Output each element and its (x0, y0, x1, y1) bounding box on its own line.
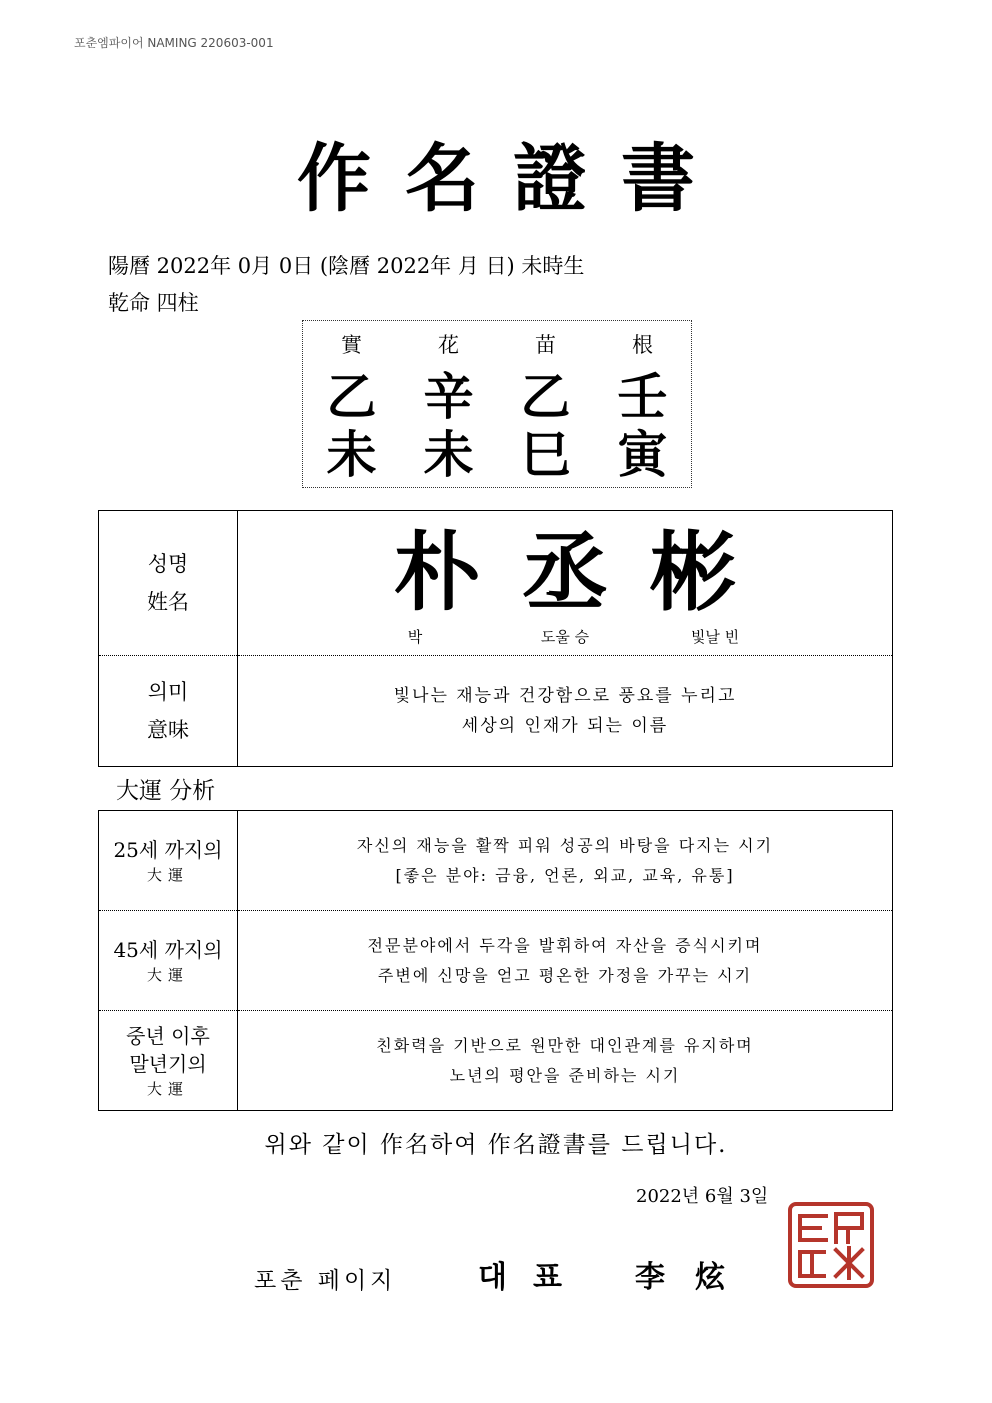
pillar-label: 苗 (535, 333, 556, 357)
fortune-line: 주변에 신망을 얻고 평온한 가정을 가꾸는 시기 (377, 965, 753, 985)
name-reading: 박 (407, 628, 423, 646)
name-reading: 빛날 빈 (690, 628, 740, 646)
fortune-label-cell (99, 811, 238, 911)
name-meaning-table (98, 510, 893, 767)
fortune-row (99, 811, 893, 911)
fortune-row (99, 911, 893, 1011)
fortune-label-sub: 大運 (146, 865, 189, 884)
pillar-branch: 未 (326, 425, 377, 484)
pillar-branch: 未 (423, 425, 474, 484)
meaning-label-hanja: 意味 (147, 718, 189, 742)
meaning-value-cell (238, 656, 893, 767)
pillar-branch: 寅 (617, 425, 668, 484)
name-hanja (238, 523, 892, 623)
fortune-label-main: 중년 이후 (126, 1023, 210, 1048)
fortune-line: 노년의 평안을 준비하는 시기 (449, 1065, 681, 1085)
name-label-cell (99, 511, 238, 656)
name-hanja-char: 彬 (650, 522, 736, 623)
pillar-label: 花 (438, 333, 459, 357)
name-hanja-char: 朴 (394, 522, 480, 623)
fortune-line: 전문분야에서 두각을 발휘하여 자산을 증식시키며 (367, 935, 763, 955)
meaning-row (99, 656, 893, 767)
name-reading: 도울 승 (540, 628, 590, 646)
fortune-label-sub: 大運 (146, 965, 189, 984)
name-label-korean: 성명 (147, 552, 189, 576)
seal-stamp-icon (786, 1200, 876, 1290)
fortune-text-cell (238, 911, 893, 1011)
fortune-label-main: 25세 까지의 (113, 837, 223, 862)
fortune-analysis-heading: 大運 分析 (116, 778, 216, 804)
page-title: 作名證書 (297, 136, 729, 222)
meaning-label-korean: 의미 (147, 680, 189, 704)
fortune-line: 자신의 재능을 활짝 피워 성공의 바탕을 다지는 시기 (356, 835, 774, 855)
fortune-label-cell (99, 1011, 238, 1111)
pillar-stem: 乙 (326, 367, 377, 426)
name-hanja-char: 丞 (522, 522, 608, 623)
fortune-label-sub: 大運 (146, 1079, 189, 1098)
pillar-stem: 壬 (617, 367, 668, 426)
fortune-line: [좋은 분야: 금융, 언론, 외교, 교육, 유통] (395, 865, 735, 885)
fortune-label-cell (99, 911, 238, 1011)
fortune-table (98, 810, 893, 1111)
meaning-line: 세상의 인재가 되는 이름 (461, 716, 669, 736)
fortune-line: 친화력을 기반으로 원만한 대인관계를 유지하며 (376, 1035, 754, 1055)
fortune-text-cell (238, 811, 893, 911)
pillar-stem: 辛 (423, 367, 474, 426)
issue-date: 2022년 6월 3일 (636, 1186, 769, 1207)
pillar-label: 實 (341, 333, 362, 357)
fortune-text-cell (238, 1011, 893, 1111)
representative-name: 李炫 (635, 1260, 755, 1295)
representative-title: 대표 (478, 1260, 588, 1295)
meaning-label-cell (99, 656, 238, 767)
four-pillars-heading: 乾命 四柱 (108, 291, 199, 315)
name-readings (238, 626, 892, 647)
fortune-label-main: 45세 까지의 (113, 937, 223, 962)
name-value-cell (238, 511, 893, 656)
pillar-branches-row (303, 427, 691, 483)
four-pillars-box (302, 320, 692, 488)
company-name: 포춘 페이지 (254, 1268, 397, 1294)
pillar-branch: 巳 (520, 425, 571, 484)
pillar-label: 根 (632, 333, 653, 357)
document-reference: 포춘엠파이어 NAMING 220603-001 (74, 36, 274, 50)
pillar-stem: 乙 (520, 367, 571, 426)
name-row (99, 511, 893, 656)
birth-date-line: 陽曆 2022年 0月 0日 (陰曆 2022年 月 日) 未時生 (108, 254, 585, 278)
closing-statement: 위와 같이 作名하여 作名證書를 드립니다. (264, 1132, 728, 1158)
pillar-stems-row (303, 369, 691, 425)
pillar-labels-row (303, 329, 691, 359)
fortune-row (99, 1011, 893, 1111)
name-label-hanja: 姓名 (147, 590, 189, 614)
meaning-line: 빛나는 재능과 건강함으로 풍요를 누리고 (393, 686, 737, 706)
fortune-label-extra: 말년기의 (129, 1051, 207, 1076)
